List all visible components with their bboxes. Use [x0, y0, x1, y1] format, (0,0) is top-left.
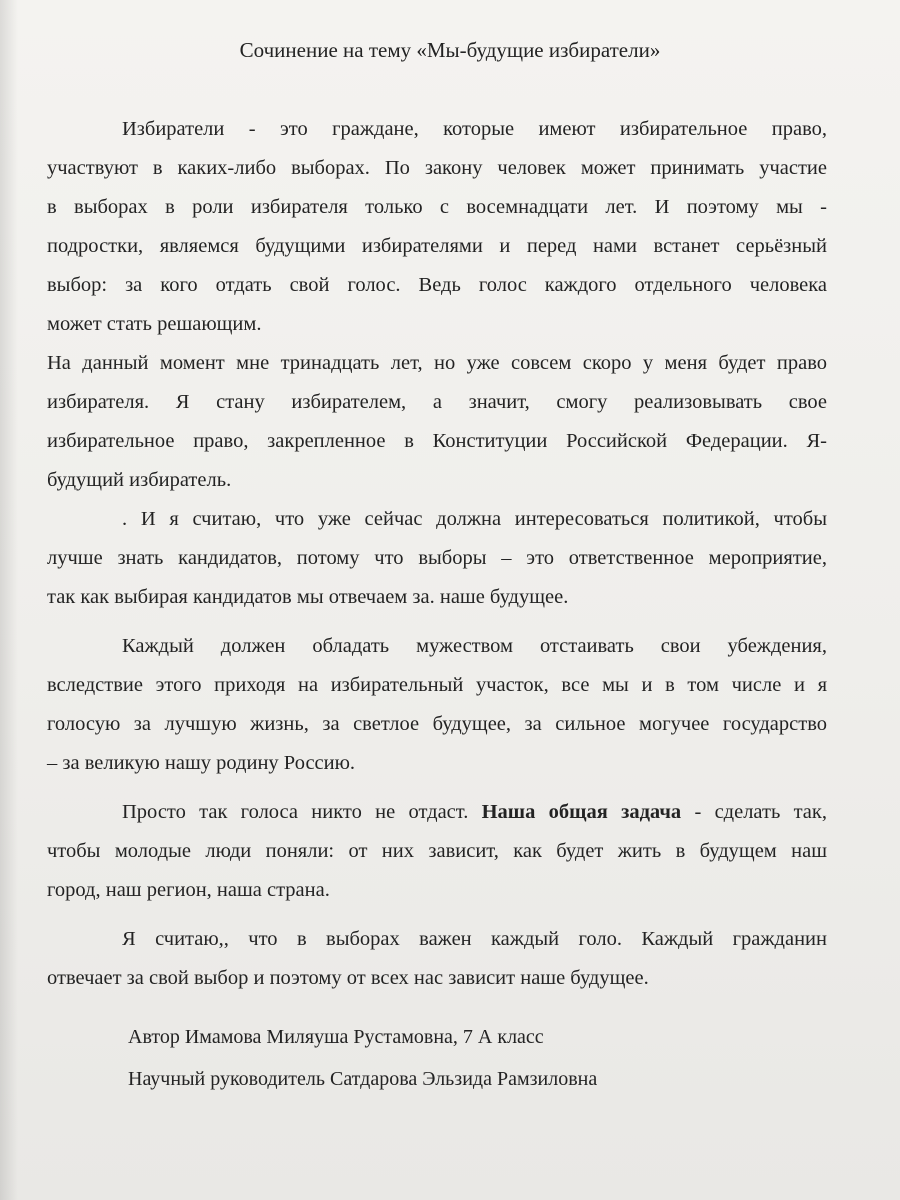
- text-line: в выборах в роли избирателя только с восемнадцати лет. И поэтому мы -: [47, 196, 827, 218]
- text-line: Я считаю,, что в выборах важен каждый голо. Каждый гражданин: [122, 928, 827, 950]
- paragraph-6: [47, 920, 827, 998]
- text-line: город, наш регион, наша страна.: [47, 879, 330, 901]
- text-line: подростки, являемся будущими избирателями и перед нами встанет серьёзный: [47, 235, 827, 257]
- text-segment: Просто так голоса никто не отдаст.: [122, 801, 482, 823]
- text-line: будущий избиратель.: [47, 469, 232, 491]
- text-line: На данный момент мне тринадцать лет, но уже совсем скоро у меня будет право: [47, 352, 827, 374]
- essay-title: Сочинение на тему «Мы-будущие избиратели»: [239, 38, 661, 62]
- paragraph-5: [47, 793, 827, 910]
- text-line: . И я считаю, что уже сейчас должна интересоваться политикой, чтобы: [122, 508, 827, 530]
- text-line: отвечает за свой выбор и поэтому от всех нас зависит наше будущее.: [47, 967, 649, 989]
- text-line: вследствие этого приходя на избирательный участок, все мы и в том числе и я: [47, 674, 827, 696]
- text-line: – за великую нашу родину Россию.: [47, 752, 356, 774]
- text-line: участвуют в каких-либо выборах. По закону человек может принимать участие: [47, 157, 827, 179]
- text-line: лучше знать кандидатов, потому что выборы – это ответственное мероприятие,: [47, 547, 827, 569]
- author-line: Автор Имамова Миляуша Рустамовна, 7 А класс: [128, 1026, 544, 1048]
- text-line: избирателя. Я стану избирателем, а значит, смогу реализовывать свое: [47, 391, 827, 413]
- text-line: голосую за лучшую жизнь, за светлое будущее, за сильное могучее государство: [47, 713, 827, 735]
- text-line: избирательное право, закрепленное в Конституции Российской Федерации. Я-: [47, 430, 827, 452]
- text-segment: - сделать так,: [681, 801, 827, 823]
- text-line: Избиратели - это граждане, которые имеют избирательное право,: [122, 118, 827, 140]
- bold-phrase: Наша общая задача: [481, 801, 682, 823]
- text-line: так как выбирая кандидатов мы отвечаем за. наше будущее.: [47, 586, 569, 608]
- text-line: выбор: за кого отдать свой голос. Ведь голос каждого отдельного человека: [47, 274, 827, 296]
- paragraph-4: [47, 627, 827, 783]
- text-line: Каждый должен обладать мужеством отстаивать свои убеждения,: [122, 635, 827, 657]
- page-edge-shadow: [0, 0, 18, 1200]
- supervisor-line: Научный руководитель Сатдарова Эльзида Рамзиловна: [128, 1068, 598, 1090]
- paragraph-1: [47, 110, 827, 344]
- essay-body: [47, 110, 827, 998]
- text-line: [47, 793, 827, 832]
- text-line: чтобы молодые люди поняли: от них зависит, как будет жить в будущем наш: [47, 840, 827, 862]
- paragraph-3: [47, 500, 827, 617]
- paragraph-2: [47, 344, 827, 500]
- text-line: может стать решающим.: [47, 313, 262, 335]
